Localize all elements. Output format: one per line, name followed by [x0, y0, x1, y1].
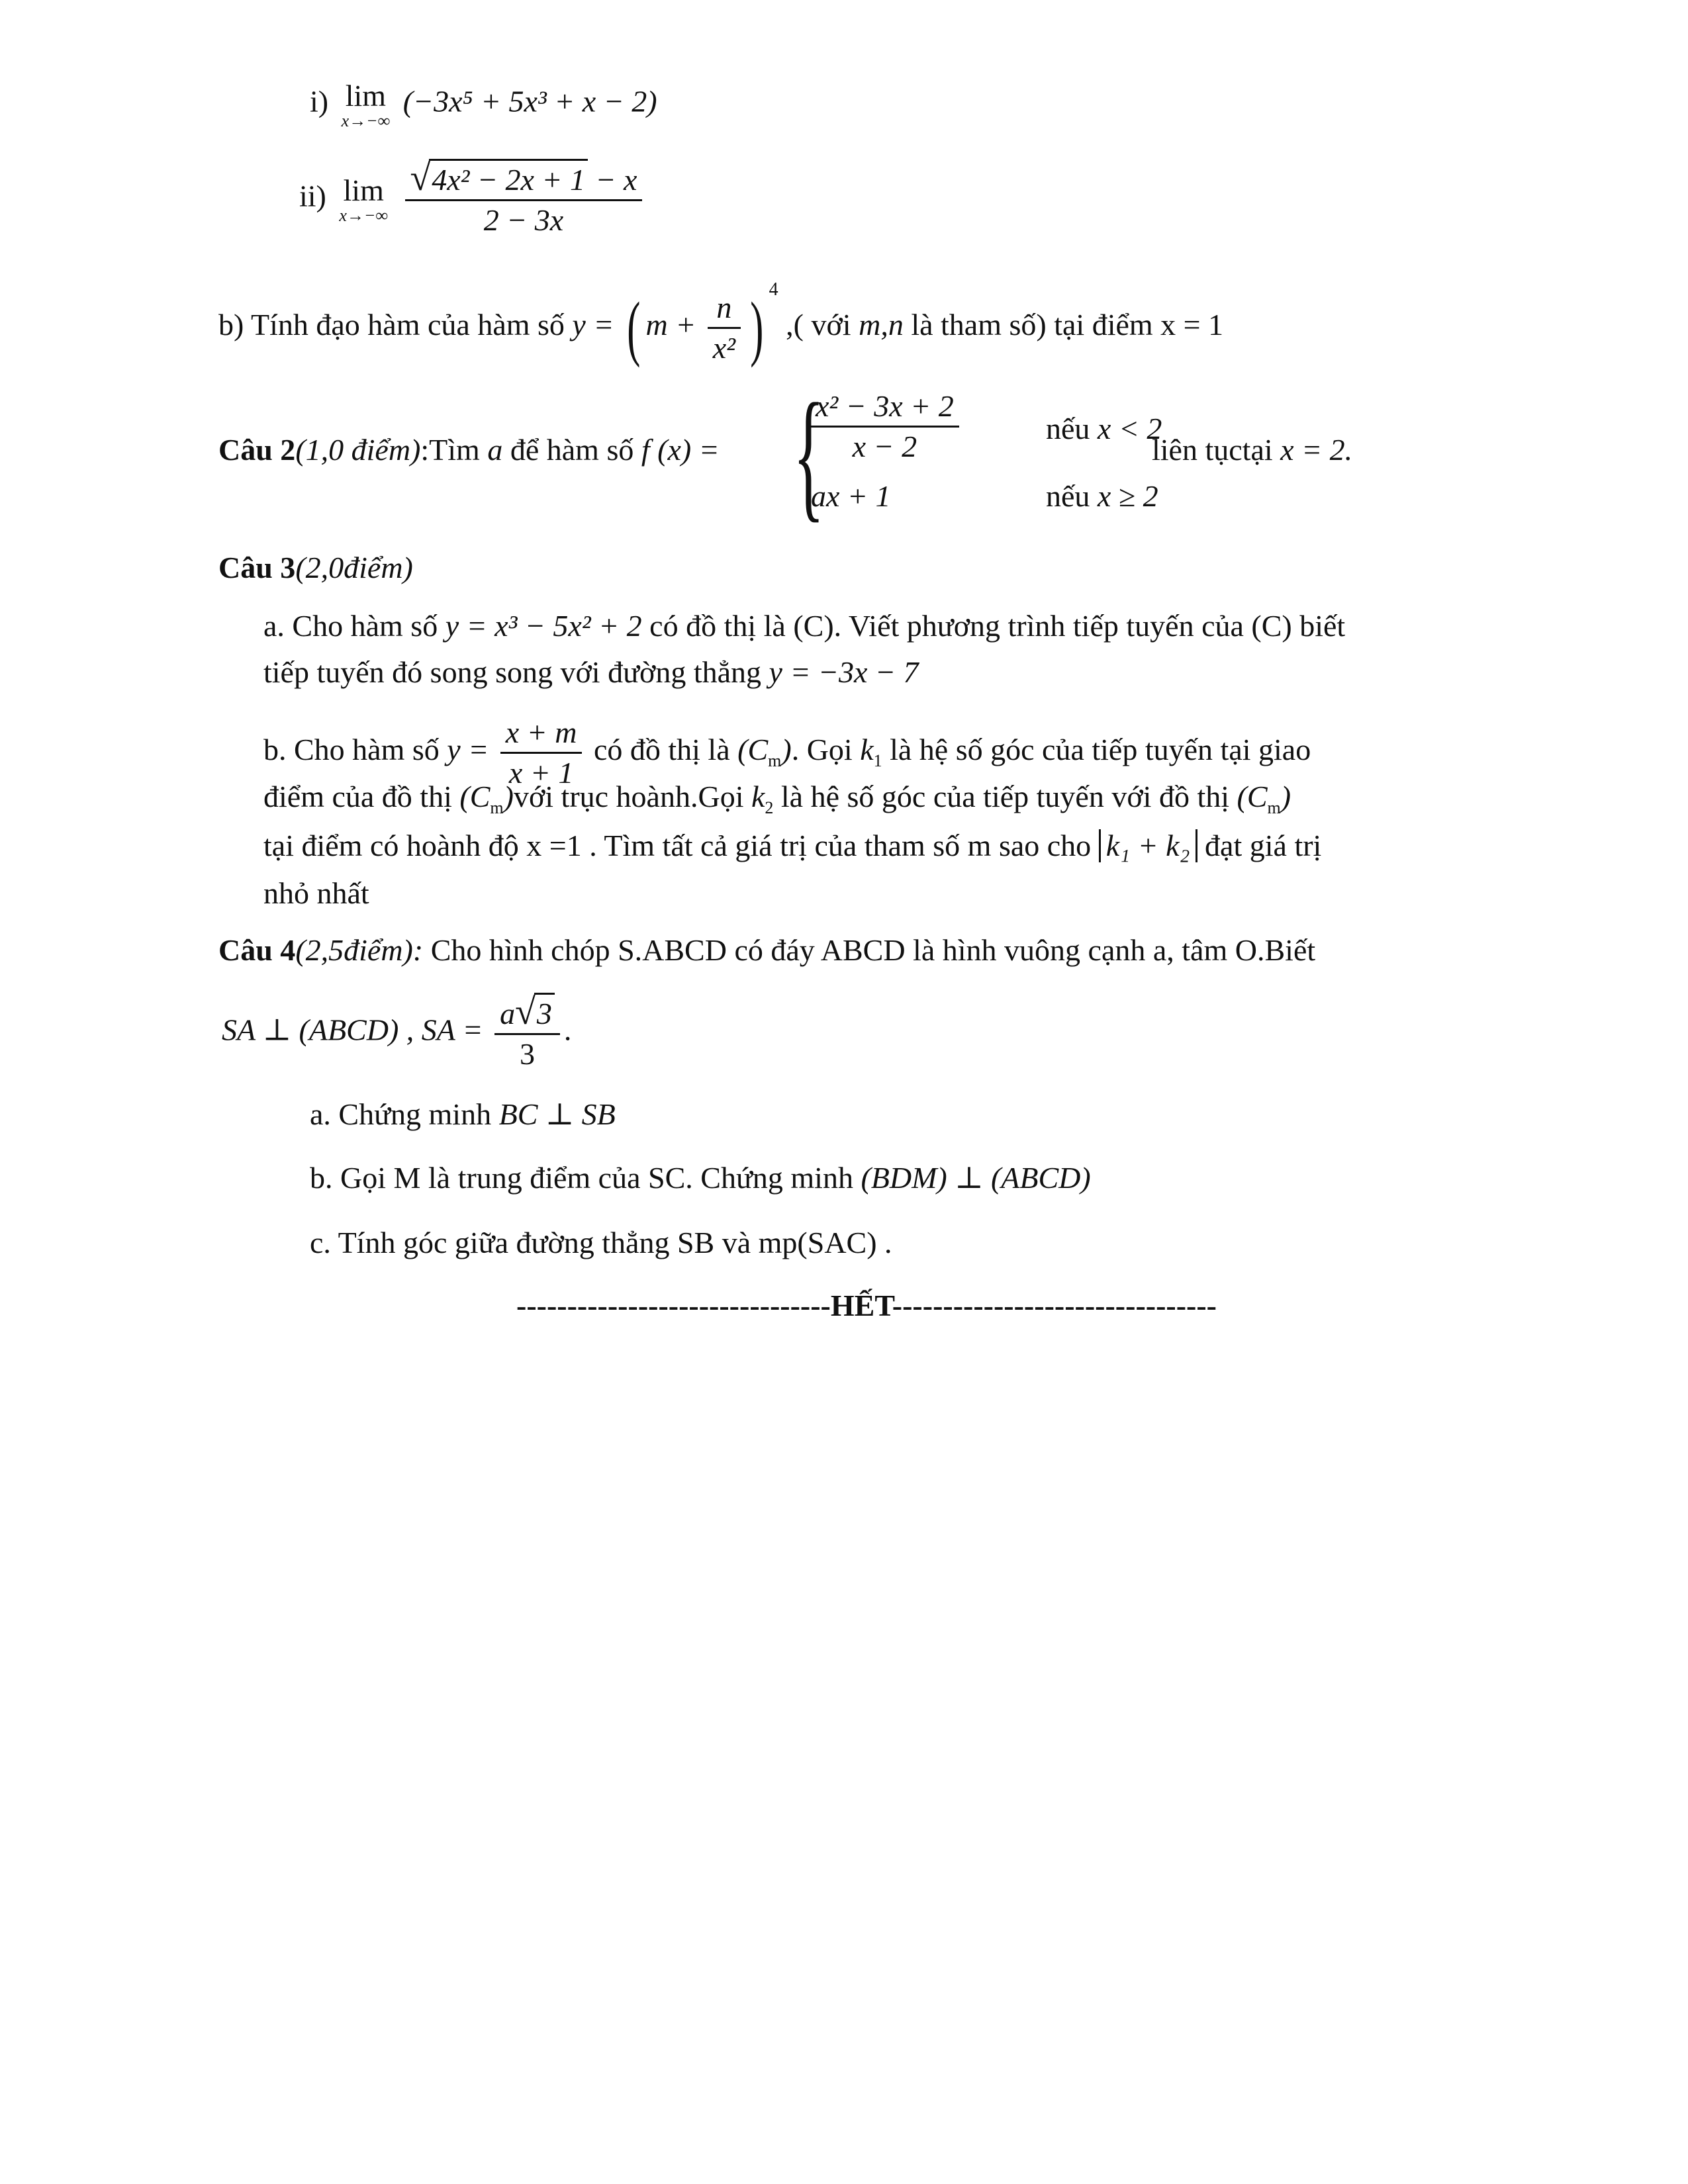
q1a-i-expression: (−3x⁵ + 5x³ + x − 2)	[402, 84, 657, 118]
q2-fx: f (x) =	[641, 433, 720, 467]
q2-brace: {	[793, 373, 825, 535]
q3b-fraction: $\frac{x + m}{x + 1}$	[500, 713, 583, 792]
q3b-line4: nhỏ nhất	[263, 876, 369, 910]
q1a-ii-limit: lim x→−∞	[339, 173, 389, 225]
q2-case1	[806, 387, 963, 466]
q4-heading: Câu 4(2,5điểm): Cho hình chóp S.ABCD có đáy ABCD là hình vuông cạnh a, tâm O.Biết	[218, 933, 1316, 967]
q3a-line1: a. Cho hàm số y = x³ − 5x² + 2 có đồ thị là (C). Viết phương trình tiếp tuyến của (C) biết	[263, 609, 1346, 643]
end-marker: -------------------------------HẾT--------------------------------	[516, 1289, 1217, 1322]
q4c-line: c. Tính góc giữa đường thẳng SB và mp(SAC) .	[310, 1226, 892, 1259]
q1a-i-line	[310, 79, 657, 130]
q2-case2: ax + 1	[811, 479, 891, 513]
q3b-line2: điểm của đồ thị $(C_m)với$ trục hoành.Gọi $k_2$ là hệ số góc của tiếp tuyến với đồ thị $(C_m)$	[263, 780, 1291, 817]
q4a-line: a. Chứng minh BC ⊥ SB	[310, 1097, 616, 1131]
q1b-prefix: b) Tính đạo hàm của hàm số	[218, 308, 565, 341]
q2-tail: liên tụctại x = 2.	[1152, 433, 1353, 467]
q4-sa-fraction: $\frac{a√3}{3}$	[494, 993, 560, 1073]
q2-points: (1,0 điểm)	[295, 433, 421, 467]
q1a-ii-denominator: 2 − 3x	[483, 203, 564, 237]
q3b-abs-k: k₁ + k₂	[1099, 829, 1197, 862]
q4b-line: b. Gọi M là trung điểm của SC. Chứng minh (BDM) ⊥ (ABCD)	[310, 1161, 1091, 1195]
q1a-ii-fraction: $\frac{\text{√4x² − 2x + 1 − x}}{2 - 3x}$	[405, 159, 643, 240]
q2-line: Câu 2(1,0 điểm):Tìm a để hàm số f (x) =	[218, 433, 720, 467]
q1a-ii-radicand: 4x² − 2x + 1	[429, 159, 588, 199]
q1a-i-label: i)	[310, 84, 329, 118]
q2-title: Câu 2	[218, 433, 296, 467]
q3-heading: Câu 3(2,0điểm)	[218, 551, 413, 584]
q1a-ii-line	[299, 159, 646, 240]
q2-case2-condition: nếu x ≥ 2	[1046, 479, 1158, 513]
q3a-line2: tiếp tuyến đó song song với đường thẳng y = −3x − 7	[263, 655, 919, 689]
q2-case1-numerator: x² − 3x + 2	[810, 387, 959, 428]
q1b-fraction: $\frac{n}{\text{x²}}$	[708, 289, 741, 367]
q1a-i-limit: lim x→−∞	[341, 79, 391, 130]
q2-case1-condition: nếu x < 2	[1046, 412, 1162, 445]
q3b-line3: tại điểm có hoành độ x =1 . Tìm tất cả giá trị của tham số m sao cho k₁ + k₂ đạt giá trị	[263, 829, 1322, 862]
q2-case1-denominator: x − 2	[852, 430, 917, 463]
q1a-ii-label: ii)	[299, 179, 326, 213]
q3b-line1: b. Cho hàm số y = $\frac{x + m}{x + 1}$ có đồ thị là $(C_m)$. Gọi $k_1$ là hệ số góc của tiếp tuyến tại giao	[263, 713, 1311, 792]
q1b-line: b) Tính đạo hàm của hàm số y = ( m + $\frac{n}{\text{x²}}$ ) $^4$ ,( với m,n là tham số) tại điểm x = 1	[218, 279, 1224, 369]
q4-condition: SA ⊥ (ABCD) , SA = $\frac{a√3}{3}$ .	[222, 993, 571, 1073]
